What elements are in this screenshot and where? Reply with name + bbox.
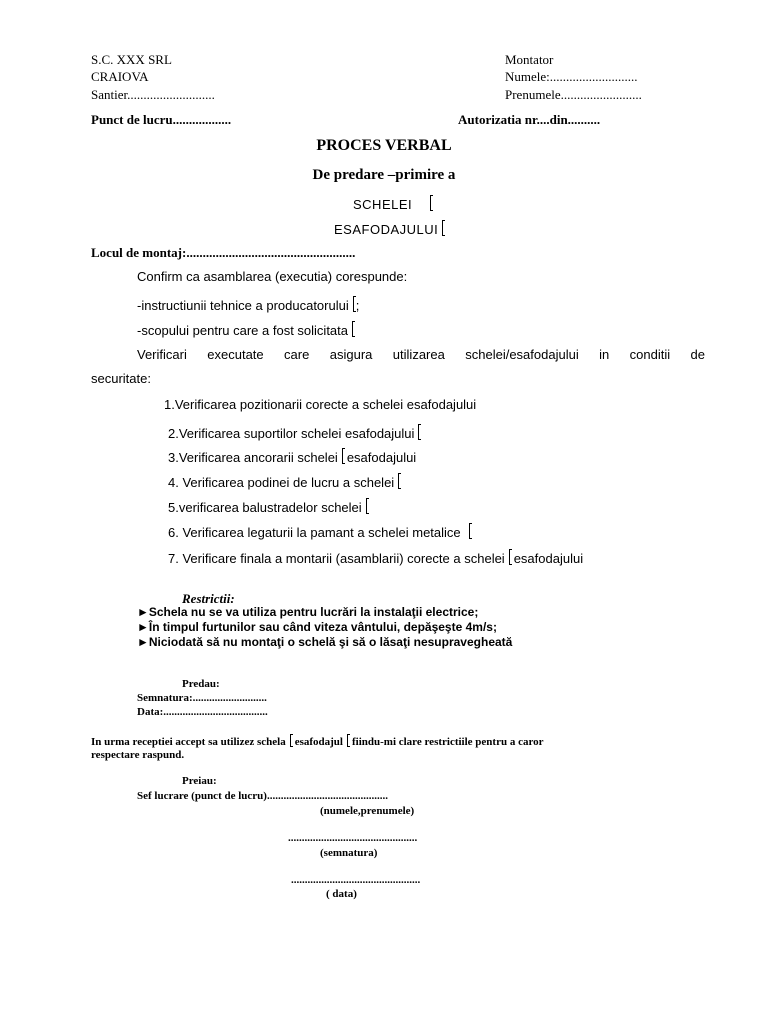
checkbox-bracket-icon xyxy=(398,473,401,489)
receptie-line-1: In urma receptiei accept sa utilizez schela esafodajul fiindu-mi clare restrictiile pentru a caror xyxy=(91,736,544,748)
check-item-2: 2.Verificarea suportilor schelei esafodajului xyxy=(168,424,421,441)
predau-semnatura-field: Semnatura:........................... xyxy=(137,692,267,704)
checkbox-bracket-icon xyxy=(442,220,445,236)
data-dots: ............................................... xyxy=(291,874,421,886)
schelei-heading: SCHELEI xyxy=(353,195,433,212)
check-item-6: 6. Verificarea legaturii la pamant a schelei metalice xyxy=(168,523,472,540)
semnatura-dots: ............................................... xyxy=(288,832,418,844)
sef-lucrare-field: Sef lucrare (punct de lucru)............................................ xyxy=(137,790,388,802)
checkbox-bracket-icon xyxy=(353,296,356,312)
check-item-4: 4. Verificarea podinei de lucru a schelei xyxy=(168,473,401,490)
semnatura-label: (semnatura) xyxy=(320,847,378,859)
restrictie-item-1: ►Schela nu se va utiliza pentru lucrări la instalaţii electrice; xyxy=(137,605,479,619)
document-title: PROCES VERBAL xyxy=(316,137,452,154)
predau-label: Predau: xyxy=(182,678,220,690)
scopul-text: -scopului pentru care a fost solicitata xyxy=(137,321,355,338)
punct-de-lucru-field: Punct de lucru.................. xyxy=(91,112,232,127)
esafodaj-heading: ESAFODAJULUI xyxy=(334,220,445,237)
checkbox-bracket-icon xyxy=(509,549,512,565)
checkbox-bracket-icon xyxy=(469,523,472,539)
check-item-3: 3.Verificarea ancorarii schelei esafodajului xyxy=(168,450,417,465)
locul-de-montaj-field: Locul de montaj:.................................................... xyxy=(91,245,356,260)
check-item-5: 5.verificarea balustradelor schelei xyxy=(168,498,369,515)
preiau-label: Preiau: xyxy=(182,775,217,787)
confirm-text: Confirm ca asamblarea (executia) corespunde: xyxy=(137,269,408,284)
checkbox-bracket-icon xyxy=(366,498,369,514)
document-subtitle: De predare –primire a xyxy=(312,167,456,183)
checkbox-bracket-icon xyxy=(352,321,355,337)
checkbox-bracket-icon xyxy=(342,448,345,464)
montator-label: Montator xyxy=(505,52,554,67)
predau-data-field: Data:...................................... xyxy=(137,706,268,718)
restrictie-item-3: ►Niciodată să nu montaţi o schelă şi să o lăsaţi nesupravegheată xyxy=(137,635,513,649)
check-item-1: 1.Verificarea pozitionarii corecte a schelei esafodajului xyxy=(164,397,477,412)
numele-prenumele-label: (numele,prenumele) xyxy=(320,805,415,817)
prenumele-field: Prenumele......................... xyxy=(505,87,642,102)
autorizatia-field: Autorizatia nr....din.......... xyxy=(458,112,601,127)
numele-field: Numele:........................... xyxy=(505,69,638,84)
company-name: S.C. XXX SRL xyxy=(91,52,172,67)
restrictii-title: Restrictii: xyxy=(182,591,235,606)
company-city: CRAIOVA xyxy=(91,69,149,84)
instructiuni-text: -instructiunii tehnice a producatorului ; xyxy=(137,298,360,313)
checkbox-bracket-icon xyxy=(347,734,350,747)
verificari-text: Verificari executate care asigura utilizarea schelei/esafodajului in conditii de xyxy=(137,347,705,362)
restrictie-item-2: ►În timpul furtunilor sau când viteza vântului, depăşeşte 4m/s; xyxy=(137,620,497,634)
santier-field: Santier........................... xyxy=(91,87,215,102)
data-label: ( data) xyxy=(326,888,357,900)
securitate-text: securitate: xyxy=(91,371,151,386)
checkbox-bracket-icon xyxy=(430,195,433,211)
receptie-line-2: respectare raspund. xyxy=(91,749,185,761)
check-item-7: 7. Verificare finala a montarii (asamblarii) corecte a schelei esafodajului xyxy=(168,551,584,566)
checkbox-bracket-icon xyxy=(418,424,421,440)
checkbox-bracket-icon xyxy=(290,734,293,747)
